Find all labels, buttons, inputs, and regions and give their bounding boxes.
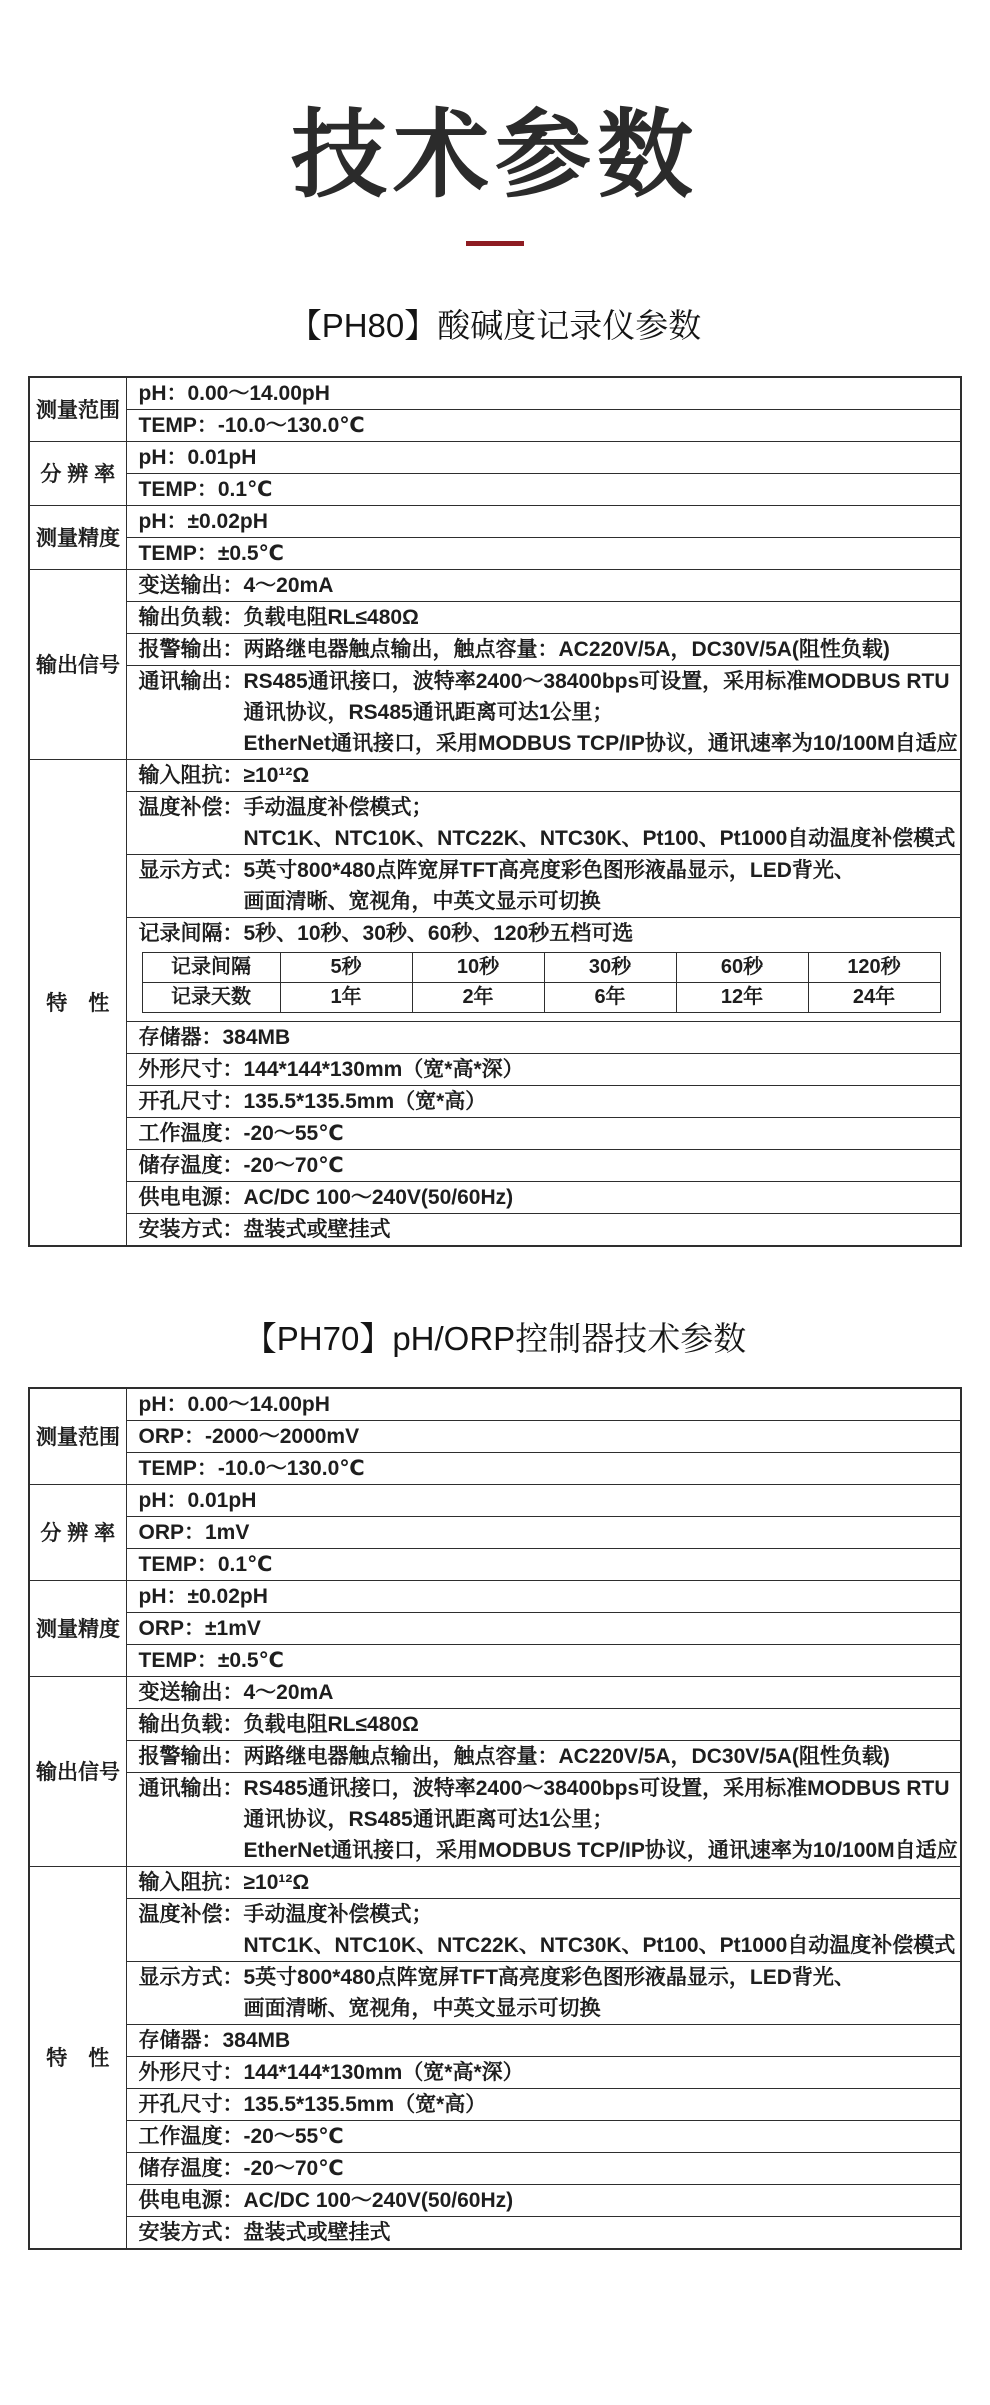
spec-value-cell xyxy=(126,2088,961,2120)
table-row xyxy=(29,1644,961,1676)
table-row xyxy=(29,1021,961,1053)
table-row xyxy=(29,1676,961,1708)
spec-value-cell xyxy=(126,473,961,505)
spec-value-cell xyxy=(126,1388,961,1421)
table-row xyxy=(29,791,961,854)
spec-line: NTC1K、NTC10K、NTC22K、NTC30K、Pt100、Pt1000自动温度补偿模式 xyxy=(243,826,956,850)
record-header-cell: 记录天数 xyxy=(142,982,280,1012)
table-row xyxy=(29,854,961,917)
spec-line: 储存温度：-20～70℃ xyxy=(138,2156,344,2180)
spec-line: 安装方式：盘装式或壁挂式 xyxy=(138,2220,391,2244)
table-row xyxy=(29,759,961,791)
spec-value-cell xyxy=(126,917,961,1021)
record-cell: 30秒 xyxy=(544,952,676,982)
spec-value-cell xyxy=(126,1117,961,1149)
table-row xyxy=(29,601,961,633)
spec-value-cell xyxy=(126,1452,961,1484)
spec-line: 画面清晰、宽视角，中英文显示可切换 xyxy=(243,1996,601,2020)
record-cell: 10秒 xyxy=(412,952,544,982)
ph70-section-title: 【PH70】pH/ORP控制器技术参数 xyxy=(243,1319,747,1357)
spec-line: pH：0.00～14.00pH xyxy=(138,1392,330,1416)
record-days-row xyxy=(142,982,940,1012)
record-cell: 5秒 xyxy=(280,952,412,982)
table-row xyxy=(29,1213,961,1246)
spec-value-cell xyxy=(126,2184,961,2216)
table-row xyxy=(29,665,961,759)
page xyxy=(0,102,990,2250)
table-row xyxy=(29,2088,961,2120)
spec-line: EtherNet通讯接口，采用MODBUS TCP/IP协议，通讯速率为10/100M自适应 xyxy=(243,1838,958,1862)
spec-value-cell xyxy=(126,2024,961,2056)
table-row xyxy=(29,537,961,569)
table-row xyxy=(29,505,961,537)
spec-label-cell: 分 辨 率 xyxy=(29,1484,126,1580)
table-row xyxy=(29,2216,961,2249)
spec-line: 报警输出：两路继电器触点输出，触点容量：AC220V/5A，DC30V/5A(阻性负载) xyxy=(138,1744,890,1768)
spec-line: 储存温度：-20～70℃ xyxy=(138,1153,344,1177)
spec-line: 外形尺寸：144*144*130mm（宽*高*深） xyxy=(138,2060,524,2084)
spec-line: ORP：±1mV xyxy=(138,1616,261,1640)
spec-value-cell xyxy=(126,854,961,917)
table-row xyxy=(29,2024,961,2056)
record-cell: 12年 xyxy=(676,982,808,1012)
table-row xyxy=(29,409,961,441)
spec-line: NTC1K、NTC10K、NTC22K、NTC30K、Pt100、Pt1000自动温度补偿模式 xyxy=(243,1933,956,1957)
table-row xyxy=(29,1181,961,1213)
table-row xyxy=(29,1452,961,1484)
table-row xyxy=(29,1612,961,1644)
spec-value-cell xyxy=(126,505,961,537)
spec-line: 通讯输出：RS485通讯接口，波特率2400～38400bps可设置，采用标准MODBUS RTU xyxy=(138,1776,950,1800)
spec-value-cell xyxy=(126,1021,961,1053)
spec-line: EtherNet通讯接口，采用MODBUS TCP/IP协议，通讯速率为10/100M自适应 xyxy=(243,731,958,755)
ph80-spec-table xyxy=(28,376,962,1247)
spec-line: 安装方式：盘装式或壁挂式 xyxy=(138,1217,391,1241)
spec-line: pH：±0.02pH xyxy=(138,509,268,533)
ph80-section-title: 【PH80】酸碱度记录仪参数 xyxy=(288,306,702,344)
spec-value-cell xyxy=(126,2120,961,2152)
table-row xyxy=(29,1117,961,1149)
spec-line: 温度补偿：手动温度补偿模式； xyxy=(138,795,433,819)
table-row xyxy=(29,473,961,505)
spec-line: TEMP：-10.0～130.0℃ xyxy=(138,1456,365,1480)
spec-line: 开孔尺寸：135.5*135.5mm（宽*高） xyxy=(138,2092,487,2116)
spec-line: 存储器：384MB xyxy=(138,1025,291,1049)
page-title: 技术参数 xyxy=(291,102,699,209)
spec-line: pH：±0.02pH xyxy=(138,1584,268,1608)
record-cell: 120秒 xyxy=(808,952,940,982)
spec-line: 输入阻抗：≥10¹²Ω xyxy=(138,763,310,787)
record-cell: 60秒 xyxy=(676,952,808,982)
spec-line: pH：0.01pH xyxy=(138,1488,257,1512)
table-row xyxy=(29,1085,961,1117)
table-row xyxy=(29,1388,961,1421)
spec-value-cell xyxy=(126,1898,961,1961)
spec-value-cell xyxy=(126,1053,961,1085)
spec-line: 显示方式：5英寸800*480点阵宽屏TFT高亮度彩色图形液晶显示，LED背光、 xyxy=(138,1965,855,1989)
table-row xyxy=(29,1961,961,2024)
spec-label-cell: 输出信号 xyxy=(29,1676,126,1866)
spec-value-cell xyxy=(126,2056,961,2088)
table-row xyxy=(29,1772,961,1866)
spec-line: 报警输出：两路继电器触点输出，触点容量：AC220V/5A，DC30V/5A(阻性负载) xyxy=(138,637,890,661)
spec-line: 记录间隔：5秒、10秒、30秒、60秒、120秒五档可选 xyxy=(138,921,634,945)
record-cell: 6年 xyxy=(544,982,676,1012)
table-row xyxy=(29,2184,961,2216)
spec-value-cell xyxy=(126,1708,961,1740)
spec-value-cell xyxy=(126,1740,961,1772)
spec-value-cell xyxy=(126,2152,961,2184)
table-row xyxy=(29,1866,961,1898)
table-row xyxy=(29,1053,961,1085)
spec-value-cell xyxy=(126,1612,961,1644)
table-row xyxy=(29,1484,961,1516)
spec-value-cell xyxy=(126,1548,961,1580)
spec-value-cell xyxy=(126,441,961,473)
table-row xyxy=(29,1898,961,1961)
spec-line: pH：0.01pH xyxy=(138,445,257,469)
spec-line: 变送输出：4～20mA xyxy=(138,573,334,597)
spec-value-cell xyxy=(126,569,961,601)
spec-value-cell xyxy=(126,1961,961,2024)
table-row xyxy=(29,2056,961,2088)
spec-line: 供电电源：AC/DC 100～240V(50/60Hz) xyxy=(138,2188,514,2212)
spec-label-cell: 特 性 xyxy=(29,759,126,1246)
spec-line: 通讯协议，RS485通讯距离可达1公里； xyxy=(243,700,614,724)
record-interval-table xyxy=(142,952,941,1013)
record-cell: 2年 xyxy=(412,982,544,1012)
spec-line: 输出负载：负载电阻RL≤480Ω xyxy=(138,1712,419,1736)
spec-value-cell xyxy=(126,1484,961,1516)
table-row xyxy=(29,441,961,473)
spec-value-cell xyxy=(126,409,961,441)
title-underline xyxy=(466,241,524,246)
spec-value-cell xyxy=(126,665,961,759)
spec-line: TEMP：0.1℃ xyxy=(138,1552,273,1576)
spec-value-cell xyxy=(126,791,961,854)
spec-value-cell xyxy=(126,1644,961,1676)
table-row xyxy=(29,917,961,1021)
spec-value-cell xyxy=(126,1676,961,1708)
spec-line: 输入阻抗：≥10¹²Ω xyxy=(138,1870,310,1894)
spec-line: 通讯协议，RS485通讯距离可达1公里； xyxy=(243,1807,614,1831)
ph70-spec-table xyxy=(28,1387,962,2250)
spec-value-cell xyxy=(126,377,961,410)
table-row xyxy=(29,569,961,601)
spec-line: 显示方式：5英寸800*480点阵宽屏TFT高亮度彩色图形液晶显示，LED背光、 xyxy=(138,858,855,882)
spec-line: 工作温度：-20～55℃ xyxy=(138,2124,344,2148)
spec-value-cell xyxy=(126,759,961,791)
spec-label-cell: 测量范围 xyxy=(29,377,126,442)
table-row xyxy=(29,1516,961,1548)
table-row xyxy=(29,1149,961,1181)
spec-line: 变送输出：4～20mA xyxy=(138,1680,334,1704)
table-row xyxy=(29,1708,961,1740)
spec-line: 外形尺寸：144*144*130mm（宽*高*深） xyxy=(138,1057,524,1081)
table-row xyxy=(29,2120,961,2152)
record-cell: 24年 xyxy=(808,982,940,1012)
spec-line: 供电电源：AC/DC 100～240V(50/60Hz) xyxy=(138,1185,514,1209)
spec-label-cell: 输出信号 xyxy=(29,569,126,759)
spec-value-cell xyxy=(126,537,961,569)
spec-line: 温度补偿：手动温度补偿模式； xyxy=(138,1902,433,1926)
spec-line: pH：0.00～14.00pH xyxy=(138,381,330,405)
spec-line: 画面清晰、宽视角，中英文显示可切换 xyxy=(243,889,601,913)
spec-line: ORP：-2000～2000mV xyxy=(138,1424,360,1448)
spec-value-cell xyxy=(126,1866,961,1898)
spec-label-cell: 测量范围 xyxy=(29,1388,126,1485)
spec-value-cell xyxy=(126,1181,961,1213)
spec-line: 开孔尺寸：135.5*135.5mm（宽*高） xyxy=(138,1089,487,1113)
spec-label-cell: 测量精度 xyxy=(29,505,126,569)
spec-label-cell: 测量精度 xyxy=(29,1580,126,1676)
table-row xyxy=(29,1740,961,1772)
spec-line: TEMP：±0.5℃ xyxy=(138,1648,284,1672)
table-row xyxy=(29,1420,961,1452)
spec-line: TEMP：±0.5℃ xyxy=(138,541,284,565)
spec-value-cell xyxy=(126,1149,961,1181)
spec-line: 工作温度：-20～55℃ xyxy=(138,1121,344,1145)
table-row xyxy=(29,1580,961,1612)
record-cell: 1年 xyxy=(280,982,412,1012)
spec-label-cell: 分 辨 率 xyxy=(29,441,126,505)
spec-line: 输出负载：负载电阻RL≤480Ω xyxy=(138,605,419,629)
spec-value-cell xyxy=(126,1085,961,1117)
table-row xyxy=(29,2152,961,2184)
spec-line: 存储器：384MB xyxy=(138,2028,291,2052)
spec-label-cell: 特 性 xyxy=(29,1866,126,2249)
spec-line: TEMP：-10.0～130.0℃ xyxy=(138,413,365,437)
table-row xyxy=(29,377,961,410)
spec-value-cell xyxy=(126,1580,961,1612)
spec-line: ORP：1mV xyxy=(138,1520,250,1544)
spec-value-cell xyxy=(126,601,961,633)
spec-value-cell xyxy=(126,633,961,665)
spec-value-cell xyxy=(126,1772,961,1866)
spec-line: TEMP：0.1℃ xyxy=(138,477,273,501)
table-row xyxy=(29,633,961,665)
spec-value-cell xyxy=(126,1420,961,1452)
record-interval-row xyxy=(142,952,940,982)
spec-value-cell xyxy=(126,1516,961,1548)
record-header-cell: 记录间隔 xyxy=(142,952,280,982)
spec-value-cell xyxy=(126,2216,961,2249)
table-row xyxy=(29,1548,961,1580)
spec-value-cell xyxy=(126,1213,961,1246)
spec-line: 通讯输出：RS485通讯接口，波特率2400～38400bps可设置，采用标准MODBUS RTU xyxy=(138,669,950,693)
